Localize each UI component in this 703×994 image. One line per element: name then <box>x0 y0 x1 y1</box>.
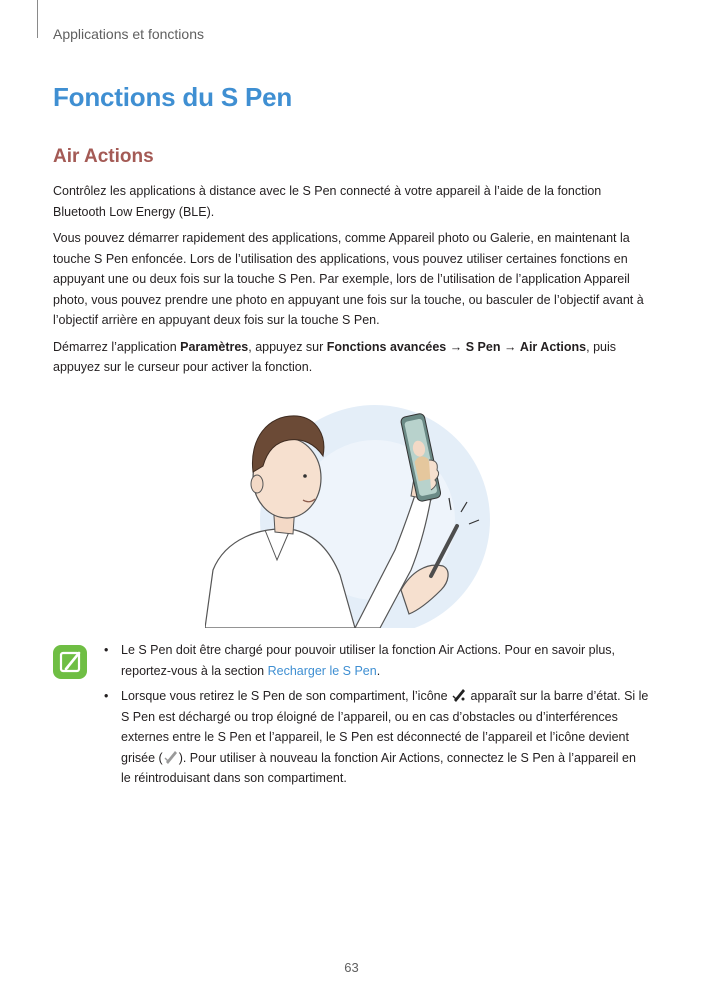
menu-settings: Paramètres <box>180 339 249 354</box>
section-heading: Air Actions <box>53 146 154 167</box>
menu-air-actions: Air Actions <box>519 339 587 354</box>
bullet: • <box>104 689 109 703</box>
note-icon <box>53 645 87 679</box>
s-pen-connected-icon <box>451 687 467 703</box>
page-title: Fonctions du S Pen <box>53 82 293 112</box>
note-item-charging: • Le S Pen doit être chargé pour pouvoir utiliser la fonction Air Actions. Pour en savoir plus, reportez-vous à la section Recharger le S Pen. <box>104 640 649 681</box>
page-number: 63 <box>344 960 359 975</box>
paragraph-usage: Vous pouvez démarrer rapidement des applications, comme Appareil photo ou Galerie, en maintenant la touche S Pen enfoncée. Lors de l’utilisation des applications, vous pouvez utiliser certaines fonctions en appuyant une ou deux fois sur la touche S Pen. Par exemple, lors de l’utilisation de l’application Appareil photo, vous pouvez prendre une photo en appuyant une fois sur la touche, ou basculer de l’objectif avant à l’objectif arrière en appuyant deux fois sur la touche S Pen. <box>53 231 644 327</box>
s-pen-disconnected-icon <box>163 749 179 765</box>
notes-list <box>104 640 649 794</box>
body-content <box>53 181 653 384</box>
section-header: Applications et fonctions <box>53 26 204 42</box>
note-item-disconnect: • Lorsque vous retirez le S Pen de son compartiment, l’icône apparaît sur la barre d’état. Si le S Pen est déchargé ou trop éloigné de l’appareil, ou en cas d’obstacles ou d’interférences externes entre le S Pen et l’appareil, le S Pen est déconnecté de l’appareil et l’icône devient grisée ( ). Pour utiliser à nouveau la fonction Air Actions, connectez le S Pen à l’appareil en le réintroduisant dans son compartiment. <box>104 686 649 789</box>
margin-rule <box>37 0 38 38</box>
bullet: • <box>104 643 109 657</box>
air-actions-illustration <box>205 400 505 628</box>
paragraph-instructions: Démarrez l’application Paramètres, appuyez sur Fonctions avancées → S Pen → Air Actions, puis appuyez sur le curseur pour activer la fonction. <box>53 339 617 374</box>
paragraph-intro: Contrôlez les applications à distance avec le S Pen connecté à votre appareil à l’aide de la fonction Bluetooth Low Energy (BLE). <box>53 184 602 219</box>
link-recharge-s-pen[interactable]: Recharger le S Pen <box>267 663 377 678</box>
menu-advanced-features: Fonctions avancées <box>326 339 447 354</box>
menu-s-pen: S Pen <box>465 339 501 354</box>
